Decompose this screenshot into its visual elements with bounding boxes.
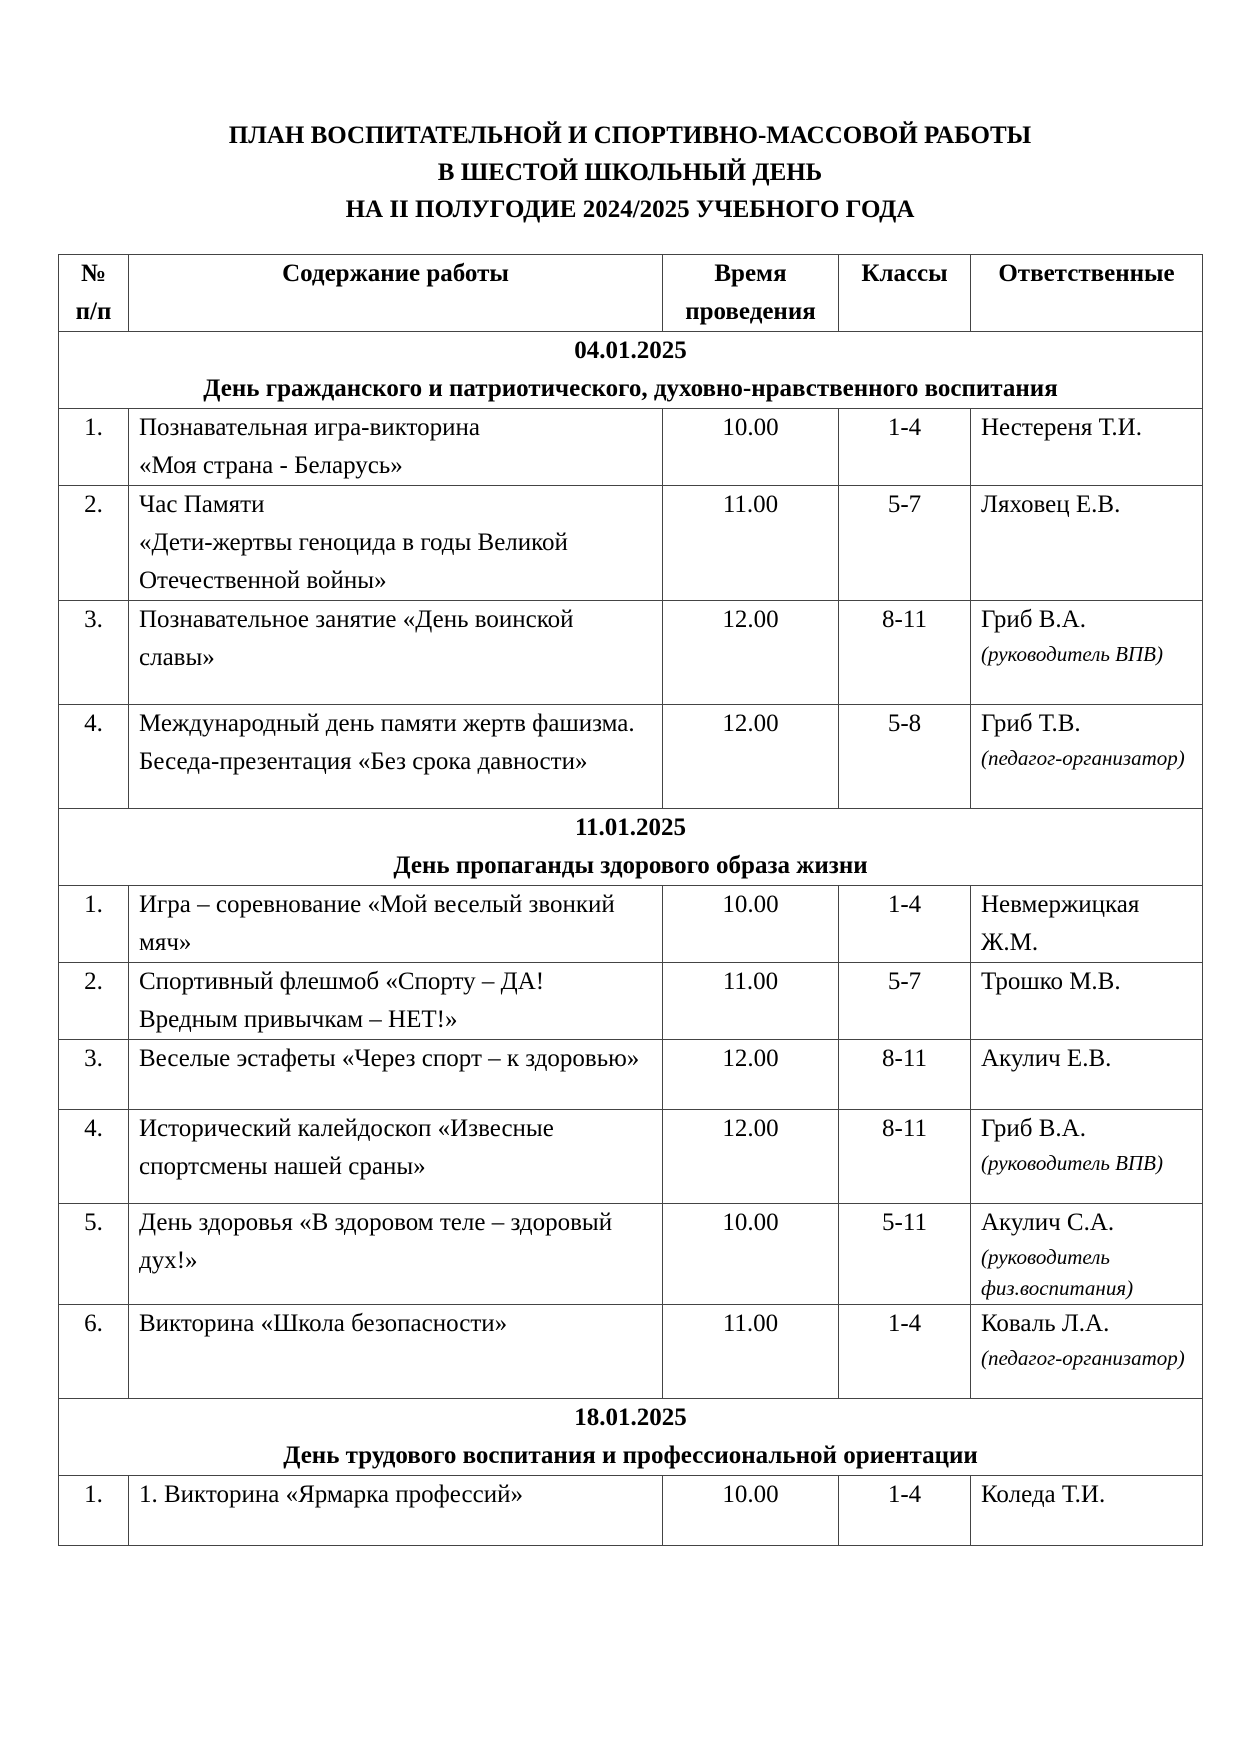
- responsible-name: Гриб Т.В.: [981, 710, 1081, 737]
- row-content: [129, 1476, 663, 1546]
- responsible-name: Акулич Е.В.: [981, 1045, 1112, 1072]
- row-content: [129, 409, 663, 486]
- row-content-line: Вредным привычкам – НЕТ!»: [139, 1006, 458, 1033]
- row-content-line: «Моя страна - Беларусь»: [139, 452, 403, 479]
- row-responsible: [971, 963, 1203, 1040]
- row-time: 10.00: [663, 1476, 839, 1546]
- section-header: [59, 809, 1203, 886]
- row-classes: 8-11: [839, 1040, 971, 1110]
- row-number: 4.: [59, 705, 129, 809]
- responsible-name: Гриб В.А.: [981, 1115, 1086, 1142]
- row-classes: 1-4: [839, 886, 971, 963]
- row-content-line: 1. Викторина «Ярмарка профессий»: [139, 1481, 523, 1508]
- responsible-name: Коледа Т.И.: [981, 1481, 1106, 1508]
- row-time: 11.00: [663, 486, 839, 601]
- row-classes: 8-11: [839, 1110, 971, 1204]
- document-title: [60, 117, 1200, 228]
- section-theme: День гражданского и патриотического, духовно-нравственного воспитания: [203, 375, 1058, 402]
- row-time: 12.00: [663, 1110, 839, 1204]
- row-responsible: [971, 601, 1203, 705]
- section-date: 04.01.2025: [574, 337, 687, 364]
- header-time: [663, 255, 839, 332]
- responsible-role: (педагог-организатор): [981, 1346, 1185, 1370]
- section-date-row: [59, 809, 1203, 886]
- section-theme: День пропаганды здорового образа жизни: [393, 852, 868, 879]
- header-num: [59, 255, 129, 332]
- row-responsible: [971, 1110, 1203, 1204]
- table-row: [59, 963, 1203, 1040]
- row-number: 1.: [59, 1476, 129, 1546]
- row-time: 11.00: [663, 963, 839, 1040]
- row-content: [129, 601, 663, 705]
- table-row: [59, 601, 1203, 705]
- row-number: 5.: [59, 1204, 129, 1305]
- table-row: [59, 1476, 1203, 1546]
- row-number: 1.: [59, 886, 129, 963]
- row-content: [129, 705, 663, 809]
- responsible-name: Акулич С.А.: [981, 1209, 1115, 1236]
- row-time: 12.00: [663, 1040, 839, 1110]
- row-content-line: Веселые эстафеты «Через спорт – к здоровью»: [139, 1045, 640, 1072]
- row-responsible: [971, 886, 1203, 963]
- section-theme: День трудового воспитания и профессиональной ориентации: [283, 1442, 978, 1469]
- header-row: [59, 255, 1203, 332]
- row-content-line: Международный день памяти жертв фашизма. Беседа-презентация «Без срока давности»: [139, 710, 635, 775]
- row-content-line: День здоровья «В здоровом теле – здоровый дух!»: [139, 1209, 613, 1274]
- row-content: [129, 1305, 663, 1399]
- row-content: [129, 886, 663, 963]
- row-number: 1.: [59, 409, 129, 486]
- responsible-name: Трошко М.В.: [981, 968, 1121, 995]
- title-line-2: В ШЕСТОЙ ШКОЛЬНЫЙ ДЕНЬ: [437, 159, 823, 186]
- row-content-line: Спортивный флешмоб «Спорту – ДА!: [139, 968, 545, 995]
- row-number: 4.: [59, 1110, 129, 1204]
- title-line-3: НА II ПОЛУГОДИЕ 2024/2025 УЧЕБНОГО ГОДА: [345, 196, 915, 223]
- header-time-line-1: Время: [714, 260, 787, 287]
- row-content: [129, 1040, 663, 1110]
- responsible-role: (руководитель физ.воспитания): [981, 1245, 1134, 1300]
- header-responsible: Ответственные: [971, 255, 1203, 332]
- row-responsible: [971, 1040, 1203, 1110]
- responsible-role: (руководитель ВПВ): [981, 1151, 1163, 1175]
- header-time-line-2: проведения: [685, 298, 816, 325]
- row-responsible: [971, 705, 1203, 809]
- row-number: 3.: [59, 1040, 129, 1110]
- section-date: 11.01.2025: [574, 814, 687, 841]
- responsible-name: Коваль Л.А.: [981, 1310, 1110, 1337]
- section-date: 18.01.2025: [574, 1404, 687, 1431]
- table-row: [59, 1040, 1203, 1110]
- section-date-row: [59, 1399, 1203, 1476]
- header-num-line-2: п/п: [75, 298, 112, 325]
- row-classes: 8-11: [839, 601, 971, 705]
- row-content-line: Час Памяти: [139, 491, 265, 518]
- plan-table: [58, 254, 1203, 1546]
- row-time: 11.00: [663, 1305, 839, 1399]
- row-content-line: Познавательная игра-викторина: [139, 414, 480, 441]
- responsible-name: Гриб В.А.: [981, 606, 1086, 633]
- table-row: [59, 409, 1203, 486]
- row-content-line: Познавательное занятие «День воинской славы»: [139, 606, 574, 671]
- responsible-name: Ляховец Е.В.: [981, 491, 1121, 518]
- row-number: 2.: [59, 963, 129, 1040]
- row-responsible: [971, 1204, 1203, 1305]
- row-time: 12.00: [663, 705, 839, 809]
- row-classes: 5-8: [839, 705, 971, 809]
- table-row: [59, 1204, 1203, 1305]
- row-classes: 1-4: [839, 409, 971, 486]
- responsible-name: Нестереня Т.И.: [981, 414, 1142, 441]
- table-row: [59, 486, 1203, 601]
- row-responsible: [971, 486, 1203, 601]
- row-time: 10.00: [663, 1204, 839, 1305]
- section-date-row: [59, 332, 1203, 409]
- section-header: [59, 332, 1203, 409]
- row-content: [129, 486, 663, 601]
- plan-body: [59, 332, 1203, 1546]
- table-row: [59, 1110, 1203, 1204]
- row-number: 3.: [59, 601, 129, 705]
- row-classes: 1-4: [839, 1305, 971, 1399]
- row-content-line: «Дети-жертвы геноцида в годы Великой Отечественной войны»: [139, 529, 568, 594]
- title-line-1: ПЛАН ВОСПИТАТЕЛЬНОЙ И СПОРТИВНО-МАССОВОЙ РАБОТЫ: [228, 122, 1032, 149]
- row-responsible: [971, 1476, 1203, 1546]
- table-row: [59, 1305, 1203, 1399]
- section-header: [59, 1399, 1203, 1476]
- responsible-name: Невмержицкая Ж.М.: [981, 891, 1140, 956]
- table-row: [59, 705, 1203, 809]
- table-row: [59, 886, 1203, 963]
- responsible-role: (педагог-организатор): [981, 746, 1185, 770]
- row-content: [129, 1204, 663, 1305]
- row-number: 2.: [59, 486, 129, 601]
- row-content-line: Исторический калейдоскоп «Извесные спортсмены нашей сраны»: [139, 1115, 554, 1180]
- row-time: 12.00: [663, 601, 839, 705]
- row-content: [129, 1110, 663, 1204]
- header-classes: Классы: [839, 255, 971, 332]
- row-content-line: Викторина «Школа безопасности»: [139, 1310, 508, 1337]
- row-time: 10.00: [663, 886, 839, 963]
- header-num-line-1: №: [80, 260, 107, 287]
- row-classes: 5-11: [839, 1204, 971, 1305]
- header-content: Содержание работы: [129, 255, 663, 332]
- row-content: [129, 963, 663, 1040]
- row-number: 6.: [59, 1305, 129, 1399]
- responsible-role: (руководитель ВПВ): [981, 642, 1163, 666]
- row-classes: 1-4: [839, 1476, 971, 1546]
- row-responsible: [971, 409, 1203, 486]
- row-responsible: [971, 1305, 1203, 1399]
- row-content-line: Игра – соревнование «Мой веселый звонкий мяч»: [139, 891, 615, 956]
- row-classes: 5-7: [839, 486, 971, 601]
- row-classes: 5-7: [839, 963, 971, 1040]
- row-time: 10.00: [663, 409, 839, 486]
